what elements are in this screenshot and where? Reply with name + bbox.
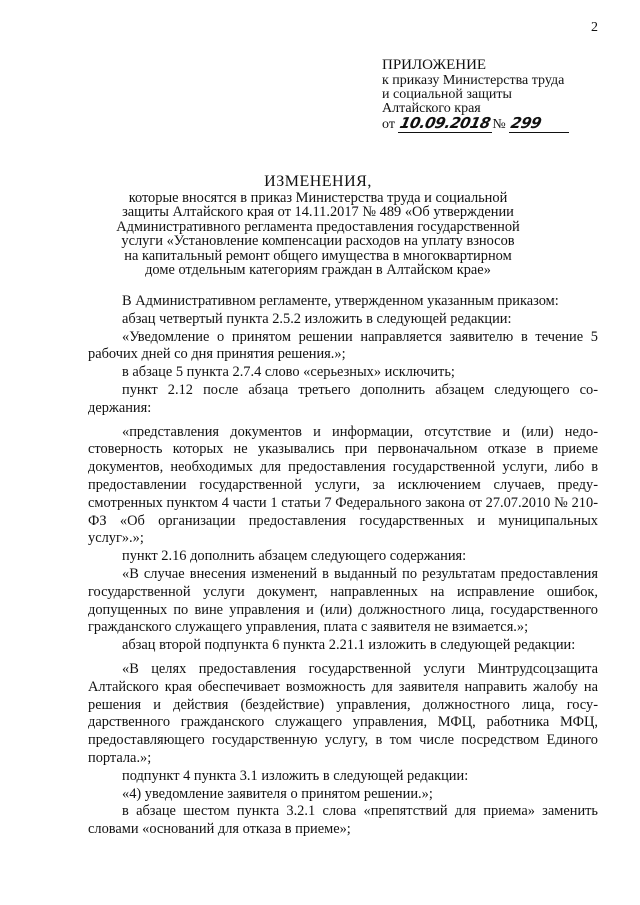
order-date-number-line bbox=[382, 116, 622, 133]
handwritten-date: 10.09.2018 bbox=[398, 114, 493, 132]
paragraph-3-1: подпункт 4 пункта 3.1 изложить в следующей редакции: bbox=[122, 767, 469, 784]
paragraph-quote-item-4: «4) уведомление заявителя о принятом решении.»; bbox=[122, 785, 433, 802]
paragraph-2-12: пункт 2.12 после абзаца третьего дополнить абзацем следующего содержания: bbox=[88, 381, 598, 416]
paragraph-3-2-1: в абзаце шестом пункта 3.2.1 слова «препятствий для приема» заменить словами «оснований для отказа в приеме»; bbox=[88, 803, 598, 838]
title-line-3: Административного регламента предоставления государственной bbox=[116, 218, 520, 235]
appendix-line-1: к приказу Министерства труда bbox=[382, 73, 565, 88]
number-prefix: № bbox=[492, 117, 506, 132]
title-line-5: на капитальный ремонт общего имущества в многоквартирном bbox=[124, 247, 512, 264]
paragraph-intro: В Административном регламенте, утвержденном указанным приказом: bbox=[122, 293, 559, 309]
paragraph-quote-corrections: «В случае внесения изменений в выданный по результатам предоставления государственной услуги документ, направленных на исправление ошибок, допущенных по вине управления и (или) должностного лица, государственного гражданского служащего управления, плата с заявителя не взимается.»; bbox=[88, 565, 598, 636]
handwritten-date-field bbox=[398, 116, 492, 133]
title-line-1: которые вносятся в приказ Министерства труда и социальной bbox=[128, 189, 508, 206]
appendix-block bbox=[382, 58, 622, 133]
date-prefix: от bbox=[382, 117, 395, 132]
document-title: ИЗМЕНЕНИЯ, bbox=[264, 173, 372, 190]
paragraph-2-7-4: в абзаце 5 пункта 2.7.4 слово «серьезных» исключить; bbox=[122, 364, 455, 381]
appendix-heading: ПРИЛОЖЕНИЕ bbox=[382, 57, 487, 73]
document-body bbox=[88, 293, 598, 839]
paragraph-quote-complaint: «В целях предоставления государственной услуги Минтрудсоцзащита Алтайского края обеспечивает возможность для заявителя направить жалобу на решения и действия (бездействие) управления, должностного лица, государственного гражданского служащего управления, МФЦ, работника МФЦ, предоставляющего государственную услугу, в том числе посредством Единого портала.»; bbox=[88, 660, 598, 766]
paragraph-quote-notification: «Уведомление о принятом решении направляется заявителю в течение 5 рабочих дней со дня принятия решения.»; bbox=[88, 328, 598, 363]
title-line-4: услуги «Установление компенсации расходов на уплату взносов bbox=[121, 233, 515, 249]
paragraph-2-5-2: абзац четвертый пункта 2.5.2 изложить в следующей редакции: bbox=[122, 310, 512, 327]
appendix-line-3: Алтайского края bbox=[382, 101, 481, 116]
document-title-block bbox=[80, 175, 556, 278]
appendix-line-2: и социальной защиты bbox=[382, 87, 512, 102]
paragraph-quote-documents: «представления документов и информации, отсутствие и (или) недостоверность которых не указывались при первоначальном отказе в приеме документов, необходимых для предоставления государственной услуги, либо в предоставлении государственной услуги, за исключением случаев, предусмотренных пунктом 4 части 1 статьи 7 Федерального закона от 27.07.2010 № 210-ФЗ «Об организации предоставления государственных и муниципальных услуг».»; bbox=[88, 423, 598, 547]
paragraph-2-16: пункт 2.16 дополнить абзацем следующего содержания: bbox=[122, 548, 467, 565]
page-number: 2 bbox=[591, 20, 598, 35]
paragraph-2-21-1: абзац второй подпункта 6 пункта 2.21.1 изложить в следующей редакции: bbox=[122, 637, 576, 654]
title-line-6: доме отдельным категориям граждан в Алтайском крае» bbox=[145, 262, 491, 278]
handwritten-number-field bbox=[509, 116, 569, 133]
title-line-2: защиты Алтайского края от 14.11.2017 № 489 «Об утверждении bbox=[122, 204, 514, 220]
handwritten-number: 299 bbox=[509, 114, 544, 132]
